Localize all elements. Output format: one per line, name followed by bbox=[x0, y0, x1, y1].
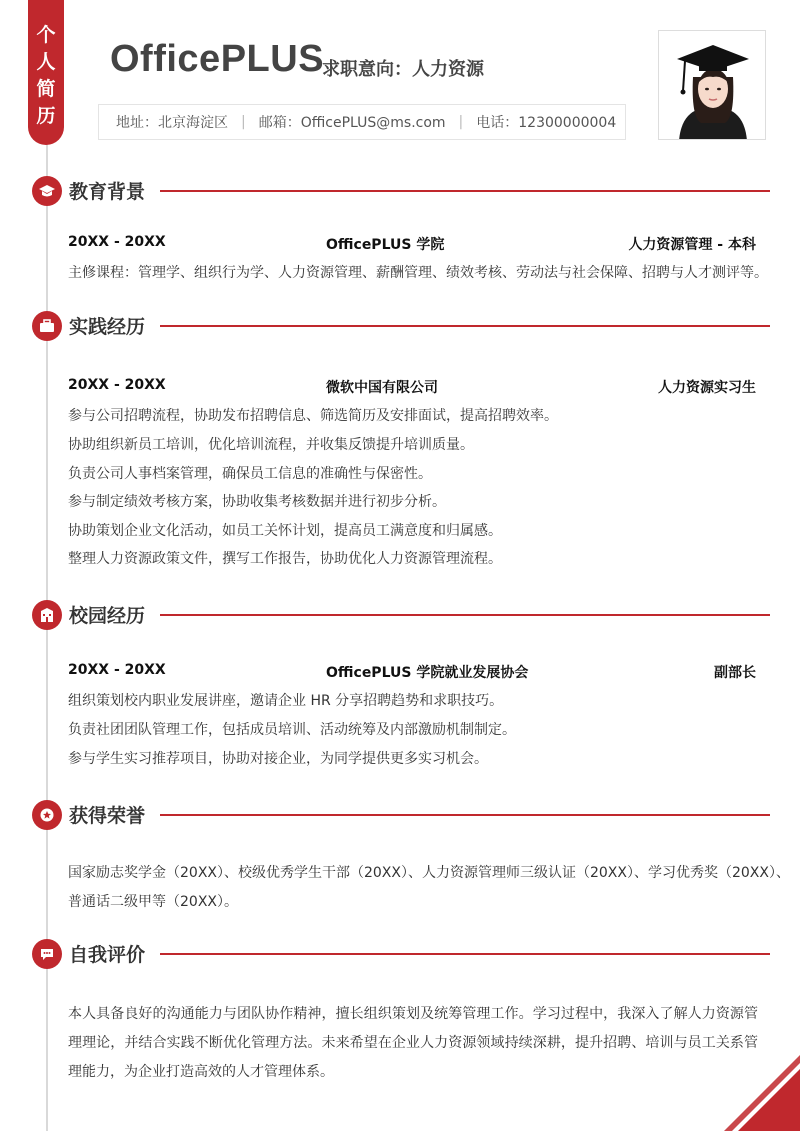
section-title: 教育背景 bbox=[69, 181, 146, 203]
candidate-name: OfficePLUS bbox=[110, 38, 325, 80]
entry-role: 副部长 bbox=[714, 665, 756, 681]
section-title: 获得荣誉 bbox=[69, 805, 146, 827]
entry-period: 20XX - 20XX bbox=[68, 377, 166, 393]
section-title: 实践经历 bbox=[69, 316, 146, 338]
honors-line: 国家励志奖学金（20XX）、校级优秀学生干部（20XX）、人力资源管理师三级认证（20XX）、学习优秀奖（20XX）、 bbox=[68, 865, 790, 881]
campus-bullet: 参与学生实习推荐项目，协助对接企业，为同学提供更多实习机会。 bbox=[68, 751, 488, 767]
ribbon-char: 个 bbox=[36, 24, 56, 46]
contact-separator: | bbox=[458, 114, 464, 130]
medal-icon bbox=[32, 800, 62, 830]
entry-period: 20XX - 20XX bbox=[68, 662, 166, 678]
campus-bullet: 组织策划校内职业发展讲座，邀请企业 HR 分享招聘趋势和求职技巧。 bbox=[68, 693, 504, 709]
section-honors bbox=[32, 800, 770, 830]
education-detail: 主修课程：管理学、组织行为学、人力资源管理、薪酬管理、绩效考核、劳动法与社会保障、招聘与人才测评等。 bbox=[68, 265, 768, 281]
section-divider bbox=[160, 614, 770, 616]
corner-decoration bbox=[720, 1051, 800, 1131]
ribbon-char: 历 bbox=[36, 105, 56, 127]
entry-org: 微软中国有限公司 bbox=[326, 380, 438, 396]
section-title: 校园经历 bbox=[69, 605, 146, 627]
ribbon-char: 人 bbox=[36, 51, 56, 73]
practice-bullet: 参与公司招聘流程，协助发布招聘信息、筛选简历及安排面试，提高招聘效率。 bbox=[68, 408, 558, 424]
practice-entry bbox=[68, 377, 756, 397]
ribbon-char: 简 bbox=[36, 78, 56, 100]
self-evaluation-text: 本人具备良好的沟通能力与团队协作精神，擅长组织策划及统筹管理工作。学习过程中，我深入了解人力资源管理理论，并结合实践不断优化管理方法。未来希望在企业人力资源领域持续深耕，提升招聘、培训与员工关系管理能力，为企业打造高效的人才管理体系。 bbox=[68, 1006, 758, 1080]
school-building-icon bbox=[32, 600, 62, 630]
job-intent: 求职意向：人力资源 bbox=[322, 59, 484, 80]
education-entry bbox=[68, 234, 756, 254]
resume-ribbon bbox=[28, 0, 64, 145]
honors-line: 普通话二级甲等（20XX）。 bbox=[68, 894, 238, 910]
section-title: 自我评价 bbox=[69, 944, 146, 966]
section-self-evaluation bbox=[32, 939, 770, 969]
section-campus bbox=[32, 600, 770, 630]
contact-separator: | bbox=[241, 114, 246, 130]
entry-role: 人力资源管理 - 本科 bbox=[628, 237, 756, 253]
graduation-cap-icon bbox=[32, 176, 62, 206]
practice-bullet: 协助组织新员工培训，优化培训流程，并收集反馈提升培训质量。 bbox=[68, 437, 474, 453]
practice-bullet: 参与制定绩效考核方案，协助收集考核数据并进行初步分析。 bbox=[68, 494, 446, 510]
briefcase-icon bbox=[32, 311, 62, 341]
section-divider bbox=[160, 325, 770, 327]
campus-entry bbox=[68, 662, 756, 682]
section-divider bbox=[160, 953, 770, 955]
contact-email: 邮箱：OfficePLUS@ms.com bbox=[258, 115, 446, 131]
section-practice bbox=[32, 311, 770, 341]
entry-role: 人力资源实习生 bbox=[658, 380, 756, 396]
contact-address: 地址：北京海淀区 bbox=[116, 115, 228, 131]
profile-photo bbox=[658, 30, 766, 140]
campus-bullet: 负责社团团队管理工作，包括成员培训、活动统筹及内部激励机制制定。 bbox=[68, 722, 516, 738]
entry-org: OfficePLUS 学院就业发展协会 bbox=[326, 665, 529, 681]
graduate-portrait-icon bbox=[659, 31, 766, 140]
section-education bbox=[32, 176, 770, 206]
entry-period: 20XX - 20XX bbox=[68, 234, 166, 250]
contact-phone: 电话：12300000004 bbox=[476, 115, 617, 131]
section-divider bbox=[160, 814, 770, 816]
chat-bubble-icon bbox=[32, 939, 62, 969]
entry-org: OfficePLUS 学院 bbox=[326, 237, 445, 253]
practice-bullet: 整理人力资源政策文件，撰写工作报告，协助优化人力资源管理流程。 bbox=[68, 551, 502, 567]
contact-bar bbox=[98, 104, 626, 140]
practice-bullet: 负责公司人事档案管理，确保员工信息的准确性与保密性。 bbox=[68, 466, 432, 482]
practice-bullet: 协助策划企业文化活动，如员工关怀计划，提高员工满意度和归属感。 bbox=[68, 523, 502, 539]
section-divider bbox=[160, 190, 770, 192]
